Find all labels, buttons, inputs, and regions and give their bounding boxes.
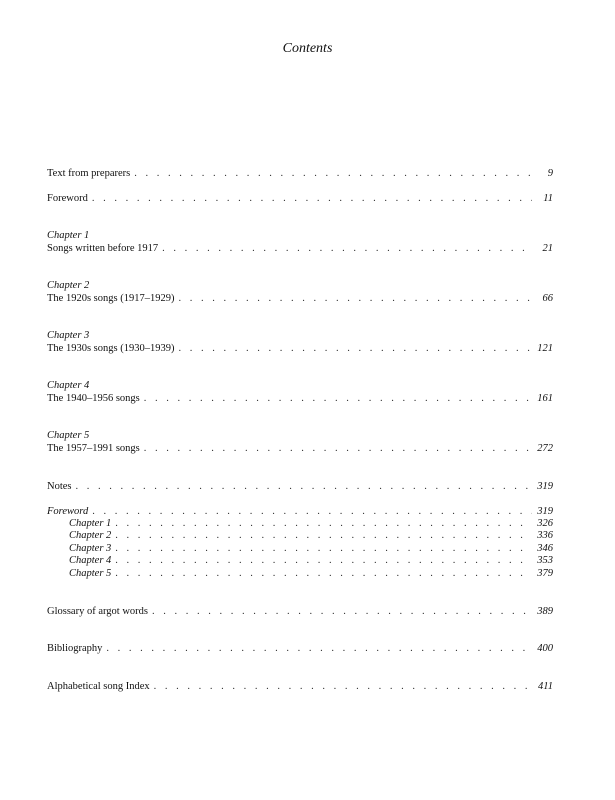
toc-page-number: 319: [537, 481, 553, 492]
toc-entry-notes[interactable]: [47, 480, 553, 493]
toc-entry-label: Songs written before 1917: [47, 243, 159, 254]
toc-page-number: 161: [537, 393, 553, 404]
toc-page-number: 336: [537, 530, 553, 541]
chapter-heading: Chapter 1: [47, 230, 90, 241]
page-title: Contents: [282, 41, 333, 56]
dot-leader: [115, 567, 532, 580]
toc-entry-label: The 1957–1991 songs: [47, 443, 140, 454]
toc-entry-label: Chapter 3: [69, 543, 112, 554]
toc-page-number: 379: [537, 568, 553, 579]
dot-leader: [144, 392, 532, 405]
toc-entry-label: Foreword: [47, 506, 89, 517]
dot-leader: [178, 292, 532, 305]
toc-entry-label: Chapter 4: [69, 555, 112, 566]
toc-entry-chapter-1[interactable]: [47, 242, 553, 255]
toc-page-number: 319: [537, 506, 553, 517]
toc-page-number: 66: [542, 293, 553, 304]
toc-page-number: 411: [538, 681, 553, 692]
toc-entry-label: The 1920s songs (1917–1929): [47, 293, 175, 304]
toc-subentry-notes-chapter-5[interactable]: [69, 567, 553, 580]
toc-page-number: 353: [537, 555, 553, 566]
toc-entry-chapter-2[interactable]: [47, 292, 553, 305]
toc-entry-label: Text from preparers: [47, 168, 131, 179]
toc-subentry-notes-chapter-2[interactable]: [69, 529, 553, 542]
dot-leader: [162, 242, 532, 255]
toc-entry-chapter-3[interactable]: [47, 342, 553, 355]
toc-page-number: 346: [537, 543, 553, 554]
toc-page-number: 272: [537, 443, 553, 454]
toc-entry-label: Chapter 1: [69, 518, 112, 529]
toc-entry-label: Chapter 5: [69, 568, 112, 579]
toc-subentry-notes-chapter-4[interactable]: [69, 554, 553, 567]
toc-page-number: 121: [537, 343, 553, 354]
dot-leader: [92, 192, 532, 205]
toc-entry-text-from-preparers[interactable]: [47, 167, 553, 180]
toc-entry-label: Chapter 2: [69, 530, 112, 541]
toc-entry-label: Bibliography: [47, 643, 103, 654]
dot-leader: [178, 342, 532, 355]
toc-page-number: 21: [542, 243, 553, 254]
toc-entry-label: Foreword: [47, 193, 88, 204]
chapter-heading: Chapter 2: [47, 280, 90, 291]
dot-leader: [115, 529, 532, 542]
chapter-heading: Chapter 3: [47, 330, 90, 341]
chapter-heading: Chapter 4: [47, 380, 90, 391]
toc-entry-label: Notes: [47, 481, 72, 492]
toc-entry-chapter-4[interactable]: [47, 392, 553, 405]
dot-leader: [144, 442, 532, 455]
toc-page-number: 11: [543, 193, 553, 204]
toc-page-number: 9: [547, 168, 553, 179]
dot-leader: [106, 642, 532, 655]
dot-leader: [152, 605, 532, 618]
toc-entry-glossary[interactable]: [47, 605, 553, 618]
toc-entry-label: The 1940–1956 songs: [47, 393, 140, 404]
toc-page-number: 326: [537, 518, 553, 529]
toc-entry-label: Alphabetical song Index: [47, 681, 150, 692]
toc-entry-index[interactable]: [47, 680, 553, 693]
toc-page-number: 400: [537, 643, 553, 654]
dot-leader: [134, 167, 532, 180]
toc-entry-bibliography[interactable]: [47, 642, 553, 655]
toc-entry-chapter-5[interactable]: [47, 442, 553, 455]
chapter-heading: Chapter 5: [47, 430, 90, 441]
toc-entry-label: Glossary of argot words: [47, 606, 149, 617]
dot-leader: [154, 680, 532, 693]
toc-page-number: 389: [537, 606, 553, 617]
toc-entry-label: The 1930s songs (1930–1939): [47, 343, 175, 354]
toc-entry-foreword[interactable]: [47, 192, 553, 205]
dot-leader: [115, 554, 532, 567]
dot-leader: [76, 480, 533, 493]
